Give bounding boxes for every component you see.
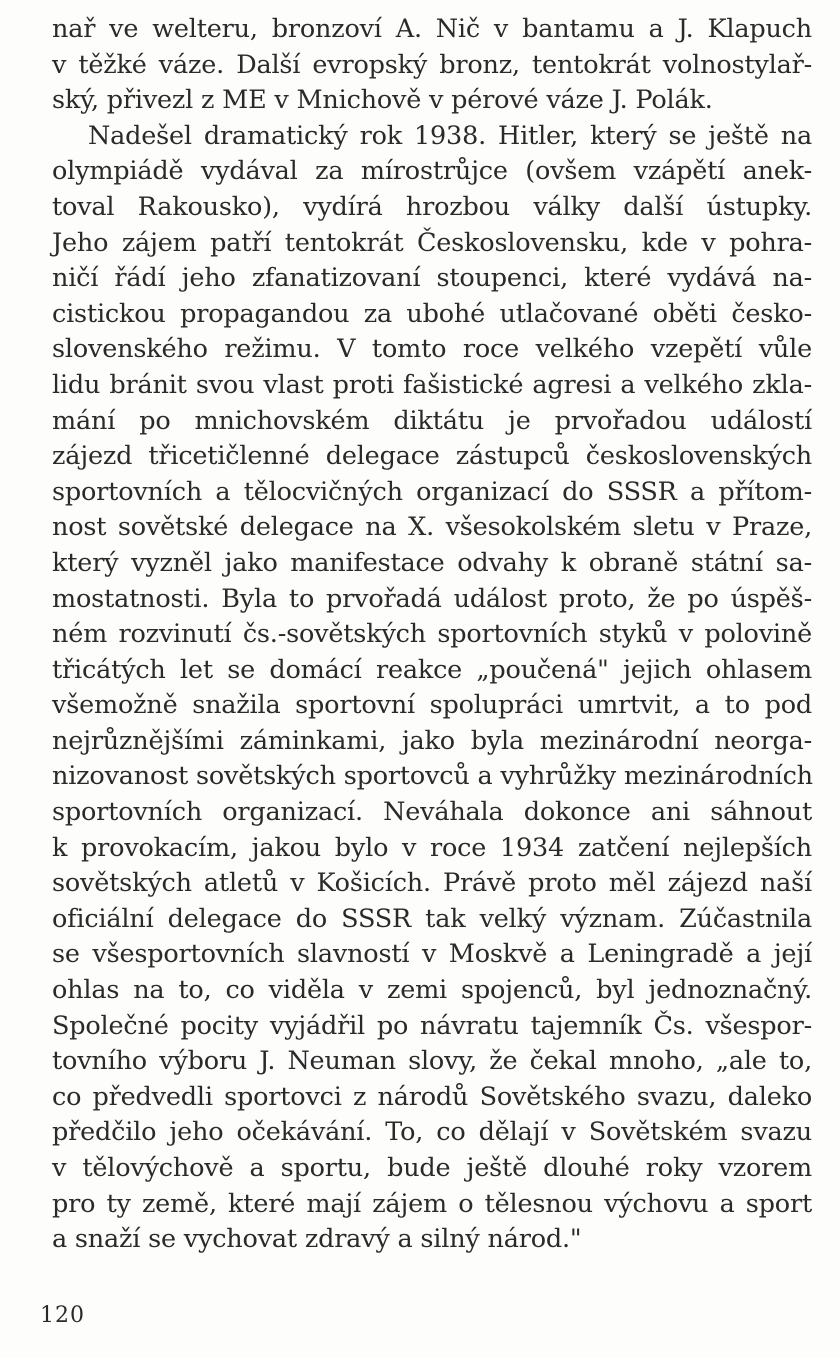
body-text <box>52 12 812 1258</box>
text-line: slovenského režimu. V tomto roce velkého vzepětí vůle <box>52 334 812 365</box>
text-line: mání po mnichovském diktátu je prvořadou událostí <box>52 405 812 436</box>
text-line: v tělovýchově a sportu, bude ještě dlouhé roky vzorem <box>52 1153 812 1183</box>
text-line: ský, přivezl z ME v Mnichově v pérové váze J. Polák. <box>52 85 713 116</box>
text-line: ohlas na to, co viděla v zemi spojenců, byl jednoznačný. <box>52 975 812 1006</box>
text-line: k provokacím, jakou bylo v roce 1934 zatčení nejlepších <box>52 832 812 863</box>
text-line: olympiádě vydával za mírostrůjce (ovšem vzápětí anek- <box>52 156 812 187</box>
text-line: nejrůznějšími záminkami, jako byla mezinárodní neorga- <box>52 725 812 756</box>
text-line: Nadešel dramatický rok 1938. Hitler, který se ještě na <box>88 120 812 151</box>
text-line: který vyzněl jako manifestace odvahy k obraně státní sa- <box>52 547 812 578</box>
page-number: 120 <box>40 1303 85 1328</box>
text-line: nizovanost sovětských sportovců a vyhrůžky mezinárodních <box>52 761 813 792</box>
text-line: v těžké váze. Další evropský bronz, tentokrát volnostylař- <box>52 49 812 80</box>
text-line: sportovních organizací. Neváhala dokonce ani sáhnout <box>52 797 812 828</box>
text-line: oficiální delegace do SSSR tak velký význam. Zúčastnila <box>52 903 812 934</box>
text-line: Jeho zájem patří tentokrát Československu, kde v pohra- <box>52 227 812 258</box>
text-line: co předvedli sportovci z národů Sovětského svazu, daleko <box>52 1081 812 1112</box>
text-line: toval Rakousko), vydírá hrozbou války další ústupky. <box>52 191 812 222</box>
text-line: ném rozvinutí čs.-sovětských sportovních styků v polovině <box>52 619 812 650</box>
text-line: lidu bránit svou vlast proti fašistické agresi a velkého zkla- <box>52 369 812 400</box>
text-line: nař ve welteru, bronzoví A. Nič v bantamu a J. Klapuch <box>52 14 812 44</box>
text-line: pro ty země, které mají zájem o tělesnou výchovu a sport <box>52 1188 812 1219</box>
text-line: předčilo jeho očekávání. To, co dělají v Sovětském svazu <box>52 1117 812 1148</box>
text-line: ničí řádí jeho zfanatizovaní stoupenci, které vydává na- <box>52 263 812 294</box>
text-line: tovního výboru J. Neuman slovy, že čekal mnoho, „ale to, <box>52 1046 812 1077</box>
text-line: zájezd třicetičlenné delegace zástupců československých <box>52 441 812 472</box>
text-line: mostatnosti. Byla to prvořadá událost proto, že po úspěš- <box>52 583 812 614</box>
text-line: sovětských atletů v Košicích. Právě proto měl zájezd naší <box>52 868 812 899</box>
text-line: třicátých let se domácí reakce „poučená" jejich ohlasem <box>52 654 812 685</box>
text-line: všemožně snažila sportovní spolupráci umrtvit, a to pod <box>52 690 812 721</box>
text-line: sportovních a tělocvičných organizací do SSSR a přítom- <box>52 476 812 507</box>
text-line: Společné pocity vyjádřil po návratu tajemník Čs. všespor- <box>52 1010 812 1041</box>
text-line: cistickou propagandou za ubohé utlačované oběti česko- <box>52 298 812 329</box>
text-line: se všesportovních slavností v Moskvě a Leningradě a její <box>52 939 812 970</box>
text-line: a snaží se vychovat zdravý a silný národ." <box>52 1224 582 1255</box>
text-line: nost sovětské delegace na X. všesokolském sletu v Praze, <box>52 512 812 543</box>
